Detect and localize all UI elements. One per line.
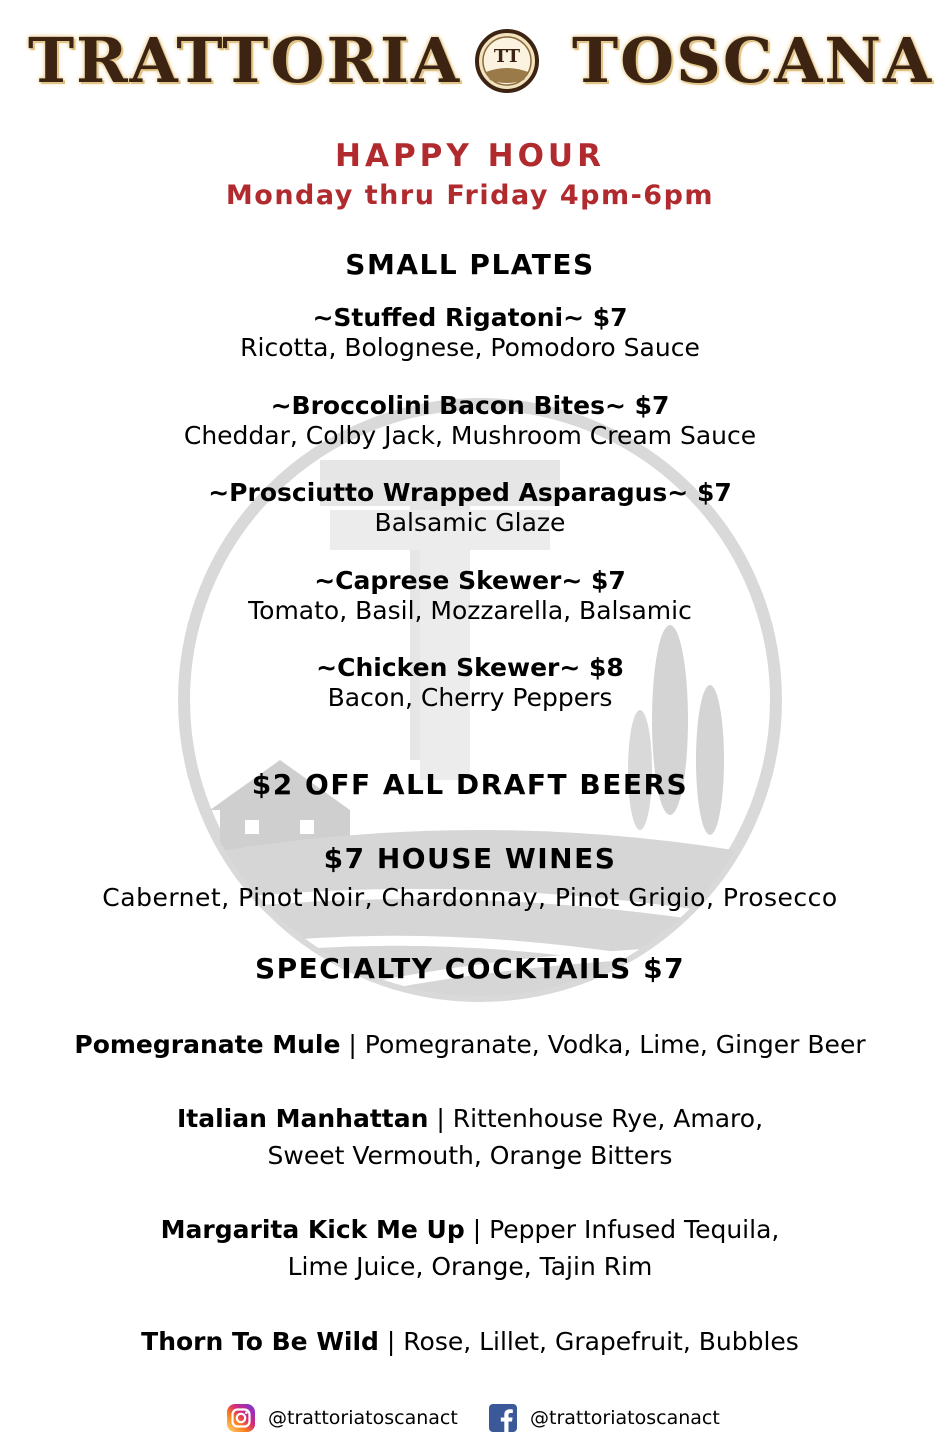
plate-item-desc: Cheddar, Colby Jack, Mushroom Cream Sauce xyxy=(183,421,757,450)
brand-emblem-letters: TT xyxy=(493,46,521,67)
house-wines-list: Cabernet, Pinot Noir, Chardonnay, Pinot Grigio, Prosecco xyxy=(102,883,838,912)
plate-item-name: ~Chicken Skewer~ $8 xyxy=(316,653,624,682)
house-wines-heading: $7 HOUSE WINES xyxy=(323,842,617,875)
cocktail-ingredients: | Pepper Infused Tequila, xyxy=(464,1215,780,1244)
draft-beers-heading: $2 OFF ALL DRAFT BEERS xyxy=(251,768,689,801)
cocktail-name: Margarita Kick Me Up xyxy=(160,1215,465,1244)
plate-item-name: ~Stuffed Rigatoni~ $7 xyxy=(312,303,628,332)
social-footer xyxy=(0,1402,940,1436)
cocktail-ingredients: | Pomegranate, Vodka, Lime, Ginger Beer xyxy=(340,1030,866,1059)
cocktail-item xyxy=(0,1104,940,1133)
cocktail-ingredients-cont: Lime Juice, Orange, Tajin Rim xyxy=(287,1252,653,1281)
cocktail-name: Pomegranate Mule xyxy=(74,1030,341,1059)
cocktail-ingredients-cont: Sweet Vermouth, Orange Bitters xyxy=(267,1141,673,1170)
brand-header xyxy=(0,22,940,102)
instagram-handle: @trattoriatoscanact xyxy=(268,1407,458,1429)
plate-item-name: ~Broccolini Bacon Bites~ $7 xyxy=(270,391,670,420)
happy-hour-title: HAPPY HOUR xyxy=(335,138,605,174)
cocktail-item xyxy=(0,1215,940,1244)
cocktail-item xyxy=(0,1327,940,1356)
happy-hour-schedule: Monday thru Friday 4pm-6pm xyxy=(225,180,715,211)
small-plates-heading: SMALL PLATES xyxy=(345,248,595,281)
plate-item-desc: Balsamic Glaze xyxy=(374,508,566,537)
cocktail-ingredients: | Rose, Lillet, Grapefruit, Bubbles xyxy=(378,1327,799,1356)
instagram-icon xyxy=(226,1403,256,1433)
cocktail-name: Italian Manhattan xyxy=(176,1104,429,1133)
plate-item-desc: Ricotta, Bolognese, Pomodoro Sauce xyxy=(240,333,700,362)
cocktail-name: Thorn To Be Wild xyxy=(141,1327,379,1356)
facebook-link[interactable] xyxy=(488,1402,720,1434)
cocktail-item xyxy=(0,1030,940,1059)
brand-name-left: TRATTORIA xyxy=(28,24,462,97)
plate-item-name: ~Caprese Skewer~ $7 xyxy=(314,566,626,595)
instagram-link[interactable] xyxy=(226,1402,458,1434)
facebook-handle: @trattoriatoscanact xyxy=(530,1407,720,1429)
cocktails-heading: SPECIALTY COCKTAILS $7 xyxy=(254,952,686,985)
plate-item-desc: Tomato, Basil, Mozzarella, Balsamic xyxy=(248,596,692,625)
brand-name-right: TOSCANA xyxy=(572,24,934,97)
plate-item-name: ~Prosciutto Wrapped Asparagus~ $7 xyxy=(208,478,732,507)
facebook-icon xyxy=(488,1403,518,1433)
plate-item-desc: Bacon, Cherry Peppers xyxy=(327,683,613,712)
cocktail-ingredients: | Rittenhouse Rye, Amaro, xyxy=(428,1104,764,1133)
brand-emblem-logo xyxy=(474,28,540,94)
